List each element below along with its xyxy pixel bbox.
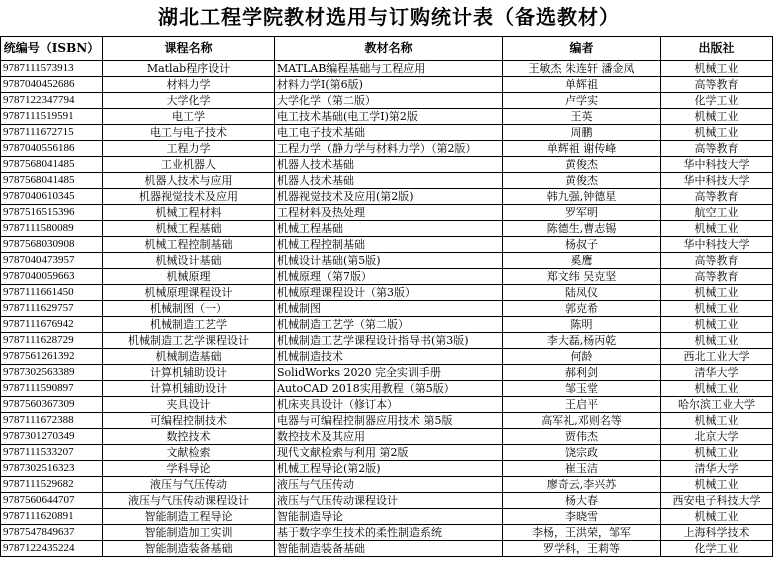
table-row (1, 445, 773, 461)
course-name-cell: 机械工程材料 (103, 205, 275, 221)
table-row (1, 237, 773, 253)
table-row (1, 109, 773, 125)
table-row (1, 125, 773, 141)
publisher-cell: 机械工业 (661, 317, 773, 333)
course-name-cell: 液压与气压传动课程设计 (103, 493, 275, 509)
publisher-cell: 机械工业 (661, 333, 773, 349)
publisher-cell: 华中科技大学 (661, 173, 773, 189)
course-name-cell: 材料力学 (103, 77, 275, 93)
editor-cell: 黄俊杰 (503, 173, 661, 189)
isbn-cell: 9787111628729 (1, 333, 103, 349)
table-body (1, 61, 773, 557)
course-name-cell: 夹具设计 (103, 397, 275, 413)
book-title-cell: 机械工程基础 (275, 221, 503, 237)
book-title-cell: 大学化学（第二版） (275, 93, 503, 109)
table-row (1, 317, 773, 333)
course-name-cell: 电工与电子技术 (103, 125, 275, 141)
book-title-cell: 机器视觉技术及应用(第2版) (275, 189, 503, 205)
editor-cell: 卢学实 (503, 93, 661, 109)
course-name-cell: 机械制造工艺学课程设计 (103, 333, 275, 349)
isbn-cell: 9787547849637 (1, 525, 103, 541)
editor-cell: 单辉祖 (503, 77, 661, 93)
table-row (1, 189, 773, 205)
course-name-cell: 数控技术 (103, 429, 275, 445)
publisher-cell: 机械工业 (661, 61, 773, 77)
isbn-cell: 9787111676942 (1, 317, 103, 333)
book-title-cell: 现代文献检索与利用 第2版 (275, 445, 503, 461)
table-row (1, 381, 773, 397)
isbn-cell: 9787560644707 (1, 493, 103, 509)
course-name-cell: 机械制造基础 (103, 349, 275, 365)
table-row (1, 349, 773, 365)
publisher-cell: 化学工业 (661, 93, 773, 109)
isbn-cell: 9787111620891 (1, 509, 103, 525)
course-name-cell: 机器人技术与应用 (103, 173, 275, 189)
isbn-cell: 9787111533207 (1, 445, 103, 461)
editor-cell: 郭克希 (503, 301, 661, 317)
publisher-cell: 机械工业 (661, 477, 773, 493)
table-row (1, 93, 773, 109)
editor-cell: 杨叔子 (503, 237, 661, 253)
course-name-cell: Matlab程序设计 (103, 61, 275, 77)
publisher-cell: 清华大学 (661, 461, 773, 477)
book-title-cell: 液压与气压传动 (275, 477, 503, 493)
book-title-cell: 机械制造工艺学（第二版） (275, 317, 503, 333)
header-publisher: 出版社 (661, 37, 773, 61)
isbn-cell: 9787122435224 (1, 541, 103, 557)
editor-cell: 韩九强,钟德星 (503, 189, 661, 205)
publisher-cell: 北京大学 (661, 429, 773, 445)
publisher-cell: 高等教育 (661, 141, 773, 157)
editor-cell: 陆凤仪 (503, 285, 661, 301)
editor-cell: 贾伟杰 (503, 429, 661, 445)
book-title-cell: 基于数字孪生技术的柔性制造系统 (275, 525, 503, 541)
isbn-cell: 9787111590897 (1, 381, 103, 397)
course-name-cell: 智能制造加工实训 (103, 525, 275, 541)
editor-cell: 高军礼,邓则名等 (503, 413, 661, 429)
publisher-cell: 航空工业 (661, 205, 773, 221)
course-name-cell: 电工学 (103, 109, 275, 125)
isbn-cell: 9787111661450 (1, 285, 103, 301)
publisher-cell: 高等教育 (661, 269, 773, 285)
isbn-cell: 9787040059663 (1, 269, 103, 285)
isbn-cell: 9787040452686 (1, 77, 103, 93)
publisher-cell: 高等教育 (661, 253, 773, 269)
course-name-cell: 机械工程基础 (103, 221, 275, 237)
editor-cell: 罗学科，王莉等 (503, 541, 661, 557)
editor-cell: 王英 (503, 109, 661, 125)
table-row (1, 269, 773, 285)
isbn-cell: 9787302516323 (1, 461, 103, 477)
editor-cell: 罗军明 (503, 205, 661, 221)
course-name-cell: 工业机器人 (103, 157, 275, 173)
isbn-cell: 9787111529682 (1, 477, 103, 493)
book-title-cell: 机械制造工艺学课程设计指导书(第3版) (275, 333, 503, 349)
course-name-cell: 大学化学 (103, 93, 275, 109)
table-row (1, 141, 773, 157)
book-title-cell: AutoCAD 2018实用教程（第5版） (275, 381, 503, 397)
isbn-cell: 9787040556186 (1, 141, 103, 157)
isbn-cell: 9787111672715 (1, 125, 103, 141)
editor-cell: 杨大春 (503, 493, 661, 509)
course-name-cell: 机械制图（一） (103, 301, 275, 317)
table-row (1, 429, 773, 445)
publisher-cell: 机械工业 (661, 221, 773, 237)
course-name-cell: 计算机辅助设计 (103, 365, 275, 381)
publisher-cell: 哈尔滨工业大学 (661, 397, 773, 413)
course-name-cell: 机械原理课程设计 (103, 285, 275, 301)
isbn-cell: 9787302563389 (1, 365, 103, 381)
isbn-cell: 9787301270349 (1, 429, 103, 445)
course-name-cell: 机械工程控制基础 (103, 237, 275, 253)
isbn-cell: 9787561261392 (1, 349, 103, 365)
isbn-cell: 9787568041485 (1, 173, 103, 189)
publisher-cell: 高等教育 (661, 189, 773, 205)
editor-cell: 邹玉堂 (503, 381, 661, 397)
publisher-cell: 西安电子科技大学 (661, 493, 773, 509)
textbook-table (0, 36, 773, 557)
course-name-cell: 文献检索 (103, 445, 275, 461)
course-name-cell: 机器视觉技术及应用 (103, 189, 275, 205)
book-title-cell: SolidWorks 2020 完全实训手册 (275, 365, 503, 381)
table-row (1, 477, 773, 493)
publisher-cell: 机械工业 (661, 413, 773, 429)
header-isbn: 统编号（ISBN） (1, 37, 103, 61)
book-title-cell: 工程材料及热处理 (275, 205, 503, 221)
header-book: 教材名称 (275, 37, 503, 61)
book-title-cell: 数控技术及其应用 (275, 429, 503, 445)
book-title-cell: 机械原理（第7版） (275, 269, 503, 285)
header-row (1, 37, 773, 61)
publisher-cell: 机械工业 (661, 509, 773, 525)
table-row (1, 365, 773, 381)
header-course: 课程名称 (103, 37, 275, 61)
editor-cell: 李杨，王洪荣，邹军 (503, 525, 661, 541)
editor-cell: 何龄 (503, 349, 661, 365)
course-name-cell: 工程力学 (103, 141, 275, 157)
book-title-cell: 机械制造技术 (275, 349, 503, 365)
book-title-cell: 机械设计基础(第5版) (275, 253, 503, 269)
table-row (1, 205, 773, 221)
table-row (1, 253, 773, 269)
course-name-cell: 机械原理 (103, 269, 275, 285)
editor-cell: 王启平 (503, 397, 661, 413)
publisher-cell: 华中科技大学 (661, 237, 773, 253)
editor-cell: 王敏杰 朱连轩 潘金凤 (503, 61, 661, 77)
course-name-cell: 智能制造工程导论 (103, 509, 275, 525)
publisher-cell: 清华大学 (661, 365, 773, 381)
publisher-cell: 化学工业 (661, 541, 773, 557)
isbn-cell: 9787516515396 (1, 205, 103, 221)
table-row (1, 221, 773, 237)
publisher-cell: 华中科技大学 (661, 157, 773, 173)
course-name-cell: 计算机辅助设计 (103, 381, 275, 397)
publisher-cell: 西北工业大学 (661, 349, 773, 365)
sheet-title: 湖北工程学院教材选用与订购统计表（备选教材） (158, 5, 620, 29)
isbn-cell: 9787122347794 (1, 93, 103, 109)
table-row (1, 333, 773, 349)
book-title-cell: 机械工程控制基础 (275, 237, 503, 253)
isbn-cell: 9787568030908 (1, 237, 103, 253)
book-title-cell: 电器与可编程控制器应用技术 第5版 (275, 413, 503, 429)
course-name-cell: 机械设计基础 (103, 253, 275, 269)
publisher-cell: 机械工业 (661, 125, 773, 141)
editor-cell: 黄俊杰 (503, 157, 661, 173)
table-row (1, 77, 773, 93)
table-row (1, 493, 773, 509)
book-title-cell: 电工电子技术基础 (275, 125, 503, 141)
book-title-cell: 机械原理课程设计（第3版） (275, 285, 503, 301)
isbn-cell: 9787111573913 (1, 61, 103, 77)
table-row (1, 301, 773, 317)
book-title-cell: 机床夹具设计（修订本） (275, 397, 503, 413)
book-title-cell: 工程力学（静力学与材料力学）（第2版） (275, 141, 503, 157)
editor-cell: 李晓雪 (503, 509, 661, 525)
course-name-cell: 机械制造工艺学 (103, 317, 275, 333)
table-row (1, 461, 773, 477)
publisher-cell: 机械工业 (661, 445, 773, 461)
book-title-cell: 机器人技术基础 (275, 173, 503, 189)
isbn-cell: 9787040610345 (1, 189, 103, 205)
book-title-cell: 机械工程导论(第2版) (275, 461, 503, 477)
publisher-cell: 机械工业 (661, 109, 773, 125)
book-title-cell: 电工技术基础(电工学Ⅰ)第2版 (275, 109, 503, 125)
book-title-cell: 机械制图 (275, 301, 503, 317)
isbn-cell: 9787111672388 (1, 413, 103, 429)
editor-cell: 奚鹰 (503, 253, 661, 269)
book-title-cell: MATLAB编程基础与工程应用 (275, 61, 503, 77)
editor-cell: 陈明 (503, 317, 661, 333)
table-row (1, 61, 773, 77)
book-title-cell: 材料力学Ⅰ(第6版) (275, 77, 503, 93)
editor-cell: 饶宗政 (503, 445, 661, 461)
book-title-cell: 液压与气压传动课程设计 (275, 493, 503, 509)
table-row (1, 413, 773, 429)
isbn-cell: 9787560367309 (1, 397, 103, 413)
table-row (1, 397, 773, 413)
isbn-cell: 9787111580089 (1, 221, 103, 237)
course-name-cell: 液压与气压传动 (103, 477, 275, 493)
table-row (1, 509, 773, 525)
editor-cell: 周鹏 (503, 125, 661, 141)
book-title-cell: 智能制造导论 (275, 509, 503, 525)
book-title-cell: 智能制造装备基础 (275, 541, 503, 557)
course-name-cell: 学科导论 (103, 461, 275, 477)
table-row (1, 173, 773, 189)
publisher-cell: 机械工业 (661, 285, 773, 301)
table-row (1, 285, 773, 301)
course-name-cell: 可编程控制技术 (103, 413, 275, 429)
isbn-cell: 9787568041485 (1, 157, 103, 173)
isbn-cell: 9787111629757 (1, 301, 103, 317)
table-row (1, 525, 773, 541)
publisher-cell: 高等教育 (661, 77, 773, 93)
publisher-cell: 机械工业 (661, 381, 773, 397)
editor-cell: 郑文纬 吴克坚 (503, 269, 661, 285)
editor-cell: 崔玉洁 (503, 461, 661, 477)
editor-cell: 李大磊,杨丙乾 (503, 333, 661, 349)
editor-cell: 陈德生,曹志锡 (503, 221, 661, 237)
publisher-cell: 上海科学技术 (661, 525, 773, 541)
book-title-cell: 机器人技术基础 (275, 157, 503, 173)
header-editor: 编者 (503, 37, 661, 61)
isbn-cell: 9787111519591 (1, 109, 103, 125)
table-row (1, 541, 773, 557)
isbn-cell: 9787040473957 (1, 253, 103, 269)
publisher-cell: 机械工业 (661, 301, 773, 317)
editor-cell: 单辉祖 谢传峰 (503, 141, 661, 157)
course-name-cell: 智能制造装备基础 (103, 541, 275, 557)
table-row (1, 157, 773, 173)
editor-cell: 廖奇云,李兴苏 (503, 477, 661, 493)
editor-cell: 郝利剑 (503, 365, 661, 381)
